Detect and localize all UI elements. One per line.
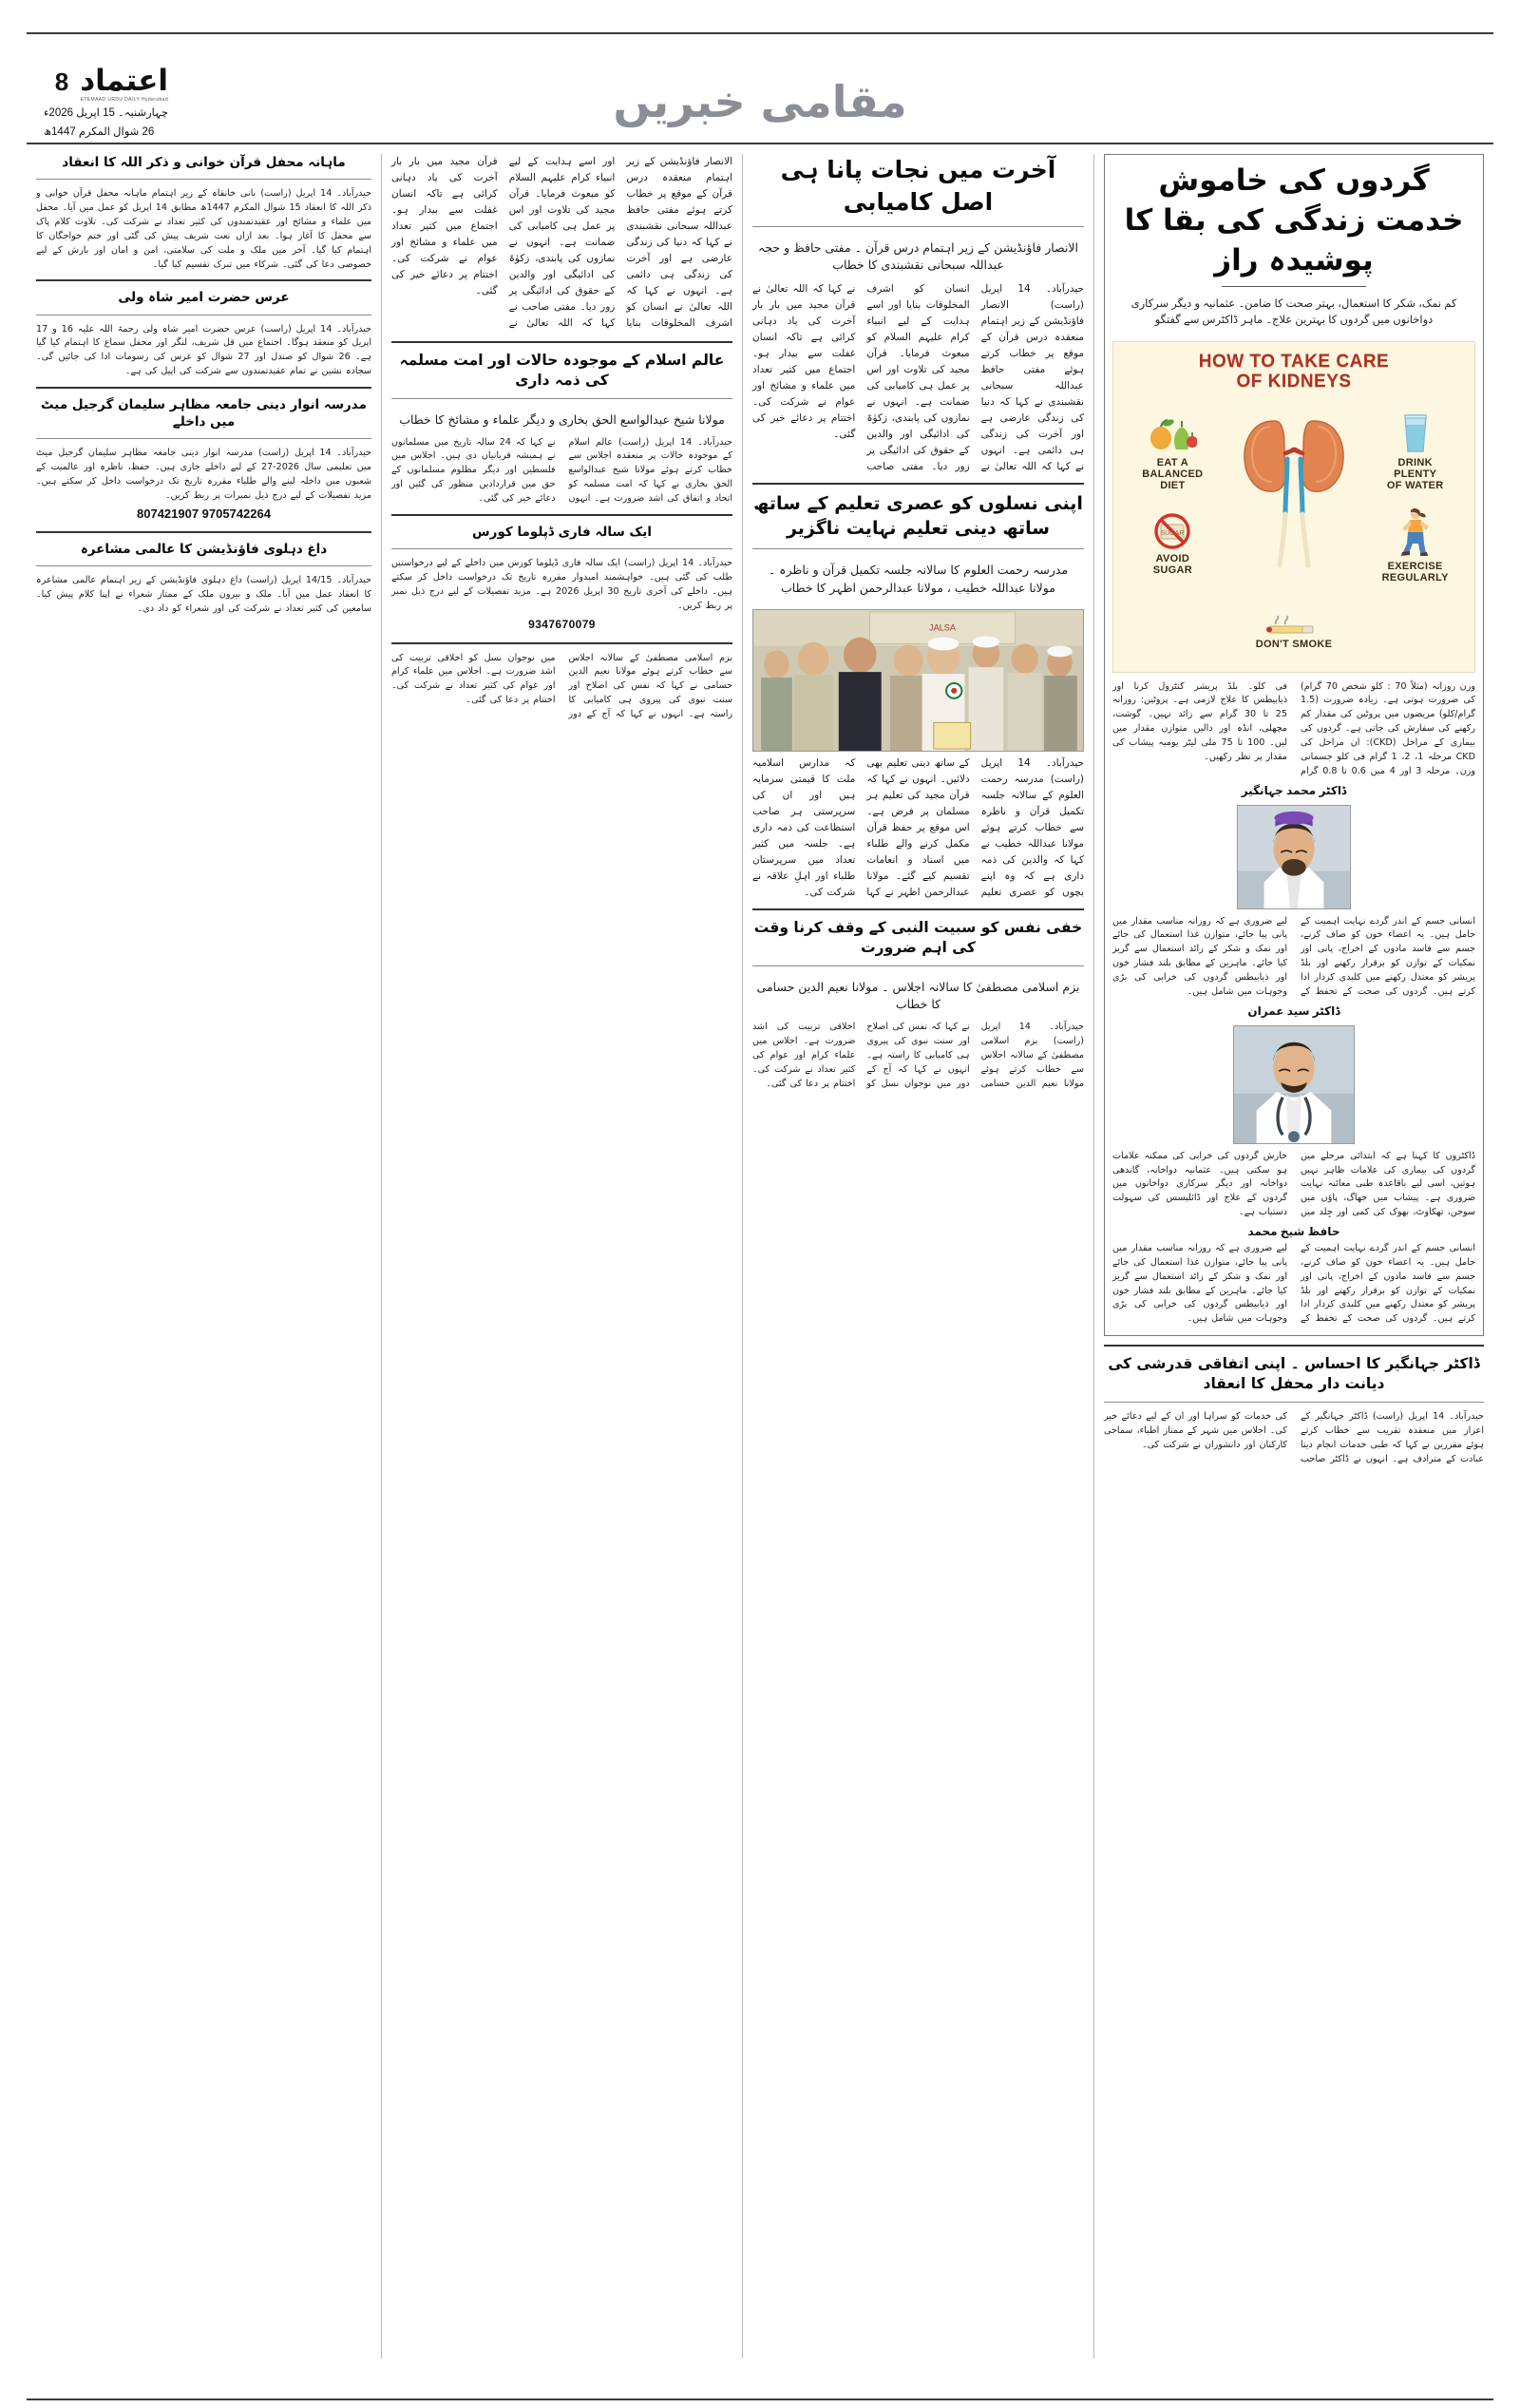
- brief-2-body: [36, 447, 371, 503]
- publication-logo: اعتماد: [80, 63, 169, 98]
- ilm-islam-dateline: حیدرآباد۔ 14 اپریل (راست): [618, 436, 732, 448]
- sal-fari-phone[interactable]: 9347670079: [528, 617, 596, 631]
- doctor-imran-body-text: ڈاکٹر جہانگیر کے اعزاز میں منعقدہ تقریب سے خطاب کرتے ہوئے مقررین نے کہا کہ طبی خدمات انجام دینا عبادت کے مترادف ہے۔ انہوں نے ڈاکٹر صاحب کی خدمات کو سراہا اور ان کے لیے دعائے خیر کی۔ اجلاس میں شہر کے ممتاز اطباء، سماجی کارکنان اور دانشوران نے شرکت کی۔: [1104, 1411, 1484, 1464]
- column-c-bottom-divider: [391, 642, 732, 644]
- masthead-top-rule: [27, 32, 1493, 34]
- akhirat-body-text: الانصار فاؤنڈیشن کے زیر اہتمام منعقدہ درس قرآن کے موقع پر خطاب کرتے ہوئے مفتی حافظ عبداللہ سبحانی نقشبندی نے کہا کہ دنیا کی زندگی عارضی ہے اور آخرت کی زندگی ہی دائمی ہے۔ انہوں نے کہا کہ اللہ تعالیٰ نے انسان کو اشرف المخلوقات بنایا اور اسے ہدایت کے لیے انبیاء کرام علیہم السلام کو مبعوث فرمایا۔ قرآن مجید کی تلاوت اور اس پر عمل ہی کامیابی کی ضمانت ہے۔ انہوں نے نمازوں کی پابندی، زکوٰۃ کی ادائیگی اور والدین کے حقوق کی ادائیگی پر زور دیا۔ مفتی صاحب نے کہا کہ اللہ تعالیٰ نے قرآن مجید میں بار بار آخرت کی یاد دہانی کرائی ہے تاکہ انسان غفلت سے بیدار ہو۔ اجتماع میں کثیر تعداد میں علماء و مشائخ اور عوام نے شرکت کی۔ اختتام پر دعائے خیر کی گئی۔: [752, 283, 1084, 472]
- svg-text:SUGAR: SUGAR: [1160, 529, 1185, 537]
- brief-2-phones[interactable]: 807421907 9705742264: [137, 506, 271, 521]
- nafs-body: [752, 1021, 1084, 1091]
- brief-0-body: [36, 187, 371, 272]
- deeni-taleem-body-text: مدرسہ رحمت العلوم کے سالانہ جلسہ تکمیل قرآن و ناظرہ سے خطاب کرتے ہوئے مولانا عبداللہ خطیب نے کہا کہ والدین کی ذمہ داری ہے کہ وہ اپنے بچوں کو عصری تعلیم کے ساتھ دینی تعلیم بھی دلائیں۔ انہوں نے کہا کہ قرآن مجید کی تعلیم ہر مسلمان پر فرض ہے۔ اس موقع پر حفظ قرآن مکمل کرنے والے طلباء میں اسناد و انعامات تقسیم کیے گئے۔ مولانا عبدالرحمن اظہر نے کہا کہ مدارس اسلامیہ ملت کا قیمتی سرمایہ ہیں اور ان کی سرپرستی ہر صاحب استطاعت کی ذمہ داری ہے۔ جلسہ میں کثیر تعداد میں سرپرستان طلباء اور اہلِ علاقہ نے شرکت کی۔: [752, 756, 1084, 898]
- infographic-label-drink-water: DRINK PLENTY OF WATER: [1386, 456, 1444, 492]
- brief-0-headline: ماہانہ محفل قرآن خوانی و ذکر اللہ کا انعقاد: [62, 155, 346, 170]
- brief-2-rule: [36, 438, 371, 439]
- infographic-no-smoking-block: [1256, 595, 1332, 659]
- akhirat-subhead: الانصار فاؤنڈیشن کے زیر اہتمام درس قرآن ۔ مفتی حافظ و حجہ عبداللہ سبحانی نقشبندی کا خطاب: [758, 239, 1078, 273]
- health-feature-ckd-note: گردوں کی بیماری کے مراحل (CKD): ان مراحل کی CKD مرحلہ 1، 2، 1 گرام فی کلو جسمانی وزن۔ مرحلہ 3 اور 4 میں 0.6 تا 0.8 گرام فی کلو۔ بلڈ پریشر کنٹرول کرنا اور ذیابیطس کا علاج لازمی ہے۔: [1112, 680, 1476, 776]
- brief-3-headline: داغ دہلوی فاؤنڈیشن کا عالمی مشاعرہ: [80, 541, 328, 557]
- infographic-left-column: [1363, 402, 1467, 594]
- brief-3-body-text: داغ دہلوی فاؤنڈیشن کے زیر اہتمام عالمی مشاعرہ کا انعقاد عمل میں آیا۔ ملک و بیرون ملک کے ممتاز شعراء نے اپنا کلام پیش کیا۔ سامعین کی کثیر تعداد نے شرکت کی اور شعراء کو داد دی۔: [36, 575, 371, 614]
- brief-1-body-text: عرس حضرت امیر شاہ ولی رحمۃ اللہ علیہ 16 و 17 اپریل کو منعقد ہوگا۔ اجتماع میں قل شریف، لنگر اور محفل سماع کا اہتمام کیا گیا ہے۔ 26 شوال کو صندل اور 27 شوال کو عرس کی رسومات ادا کی جائیں گی۔ سجادہ نشین نے تمام عقیدتمندوں سے شرکت کی اپیل کی ہے۔: [36, 323, 371, 377]
- deeni-taleem-top-divider: [752, 483, 1084, 485]
- health-feature-article: [1104, 154, 1484, 1336]
- column-health-feature: [1094, 154, 1493, 2359]
- ilm-islam-subhead: مولانا شیخ عبدالواسع الحق بخاری و دیگر علماء و مشائخ کا خطاب: [399, 411, 725, 427]
- health-feature-subhead: کم نمک، شکر کا استعمال، بہتر صحت کا ضامن۔ عثمانیہ و دیگر سرکاری دواخانوں میں گردوں کا بہترین علاج۔ ماہر ڈاکٹرس سے گفتگو: [1130, 297, 1457, 327]
- doctor-imran-headline: ڈاکٹر جہانگیر کا احساس ۔ اپنی اتفاقی قدرشی کی دیانت دار محفل کا انعقاد: [1108, 1355, 1480, 1393]
- doctor-portrait-2: [1233, 1025, 1355, 1144]
- health-feature-body-1: [1112, 915, 1475, 1000]
- sal-fari-rule: [391, 548, 732, 549]
- doctor-imran-divider: [1104, 1402, 1484, 1403]
- brief-2-headline: مدرسہ انوار دینی جامعہ مظاہر سلیمان گرجیل میٹ میں داخلے: [41, 397, 367, 430]
- health-feature-body-text-2: ڈاکٹروں کا کہنا ہے کہ ابتدائی مرحلے میں گردوں کی بیماری کی علامات ظاہر نہیں ہوتیں، اسی لیے باقاعدہ طبی معائنہ نہایت ضروری ہے۔ پیشاب میں جھاگ، پاؤں میں سوجن، تھکاوٹ، بھوک کی کمی اور جِلد میں خارش گردوں کی خرابی کی ممکنہ علامات ہو سکتی ہیں۔ عثمانیہ دواخانہ، گاندھی دواخانہ اور دیگر سرکاری دواخانوں میں گردوں کے علاج اور ڈائلیسس کی سہولت دستیاب ہے۔: [1112, 1150, 1475, 1218]
- deeni-taleem-divider: [752, 548, 1084, 549]
- brief-2-dateline: حیدرآباد۔ 14 اپریل (راست): [258, 448, 371, 459]
- column-religion-main: [743, 154, 1094, 2359]
- deeni-taleem-subhead: مدرسہ رحمت العلوم کا سالانہ جلسہ تکمیل قرآن و ناظرہ ۔ مولانا عبداللہ خطیب ، مولانا عبدالرحمن اظہر کا خطاب: [768, 563, 1069, 596]
- brief-3-dateline: حیدرآباد۔ 14/15 اپریل (راست): [246, 575, 371, 586]
- deeni-taleem-headline: اپنی نسلوں کو عصری تعلیم کے ساتھ ساتھ دینی تعلیم نہایت ناگزیر: [753, 493, 1083, 539]
- akhirat-dateline: حیدرآباد۔ 14 اپریل (راست): [980, 283, 1084, 311]
- health-feature-protein-note: پروٹین: روزانہ 25 تا 30 گرام سے زائد نہیں۔ گوشت، مچھلی، انڈہ اور دالیں متوازن مقدار میں لیں۔ 100 تا 75 ملی لیٹر یومیہ پیشاب کی مقدار پر نظر رکھیں۔: [1112, 695, 1287, 762]
- nafs-rule: [752, 965, 1084, 966]
- brief-3-rule: [36, 565, 371, 566]
- deeni-taleem-body: [752, 755, 1084, 901]
- brief-2-body-text: مدرسہ انوار دینی جامعہ مظاہر سلیمان گرجیل میٹ میں تعلیمی سال 2026-27 کے لیے داخلے جاری ہیں۔ حفظ، ناظرہ اور عالمیت کے شعبوں میں داخلہ لینے والے طلباء مقررہ تاریخ تک درخواست داخل کر سکتے ہیں۔ مزید تفصیلات کے لیے درج ذیل نمبرات پر ربط کریں۔: [36, 448, 371, 502]
- brief-0-body-text: بانی خانقاہ کے زیر اہتمام ماہانہ محفل قرآن خوانی و ذکر اللہ کا انعقاد 15 شوال المکرم 1447ھ مطابق 14 اپریل کو عمل میں آیا۔ محفل میں علماء و مشائخ اور عقیدتمندوں کی کثیر تعداد نے شرکت کی۔ تلاوت کلام پاک سے محفل کا آغاز ہوا۔ بعد ازاں نعت شریف پیش کی گئی اور ختم خواجگان کا اہتمام کیا گیا۔ آخر میں ملک و ملت کی سلامتی، امن و امان اور بارش کے لیے خصوصی دعا کی گئی۔ شرکاء میں تبرک تقسیم کیا گیا۔: [36, 188, 371, 270]
- sal-fari-divider: [391, 514, 732, 516]
- ilm-islam-divider: [391, 341, 732, 343]
- health-feature-body-2: [1112, 1150, 1475, 1220]
- nafs-subhead: بزم اسلامی مصطفیٰ کا سالانہ اجلاس ۔ مولانا نعیم الدین حسامی کا خطاب: [756, 979, 1080, 1012]
- jalsa-group-photo: [752, 609, 1084, 752]
- infographic-label-exercise: EXERCISE REGULARLY: [1381, 560, 1449, 583]
- infographic-grid: [1121, 402, 1467, 594]
- masthead: [27, 32, 1493, 144]
- akhirat-continuation-text: الانصار فاؤنڈیشن کے زیر اہتمام منعقدہ درس قرآن کے موقع پر خطاب کرتے ہوئے مفتی حافظ عبداللہ سبحانی نقشبندی نے کہا کہ دنیا کی زندگی عارضی ہے اور آخرت کی زندگی ہی دائمی ہے۔ انہوں نے کہا کہ اللہ تعالیٰ نے انسان کو اشرف المخلوقات بنایا اور اسے ہدایت کے لیے انبیاء کرام علیہم السلام کو مبعوث فرمایا۔ قرآن مجید کی تلاوت اور اس پر عمل ہی کامیابی کی ضمانت ہے۔ انہوں نے نمازوں کی پابندی، زکوٰۃ کی ادائیگی اور والدین کے حقوق کی ادائیگی پر زور دیا۔ مفتی صاحب نے کہا کہ اللہ تعالیٰ نے قرآن مجید میں بار بار آخرت کی یاد دہانی کرائی ہے تاکہ انسان غفلت سے بیدار ہو۔ اجتماع میں کثیر تعداد میں علماء و مشائخ اور عوام نے شرکت کی۔ اختتام پر دعائے خیر کی گئی۔: [391, 156, 732, 329]
- akhirat-body: [752, 281, 1084, 475]
- infographic-label-avoid-sugar: AVOID SUGAR: [1152, 552, 1192, 576]
- nafs-body-text: بزم اسلامی مصطفیٰ کے سالانہ اجلاس سے خطاب کرتے ہوئے مولانا نعیم الدین حسامی نے کہا کہ نفس کی اصلاح اور سنت نبوی کی پیروی ہی کامیابی کا راستہ ہے۔ انہوں نے کہا کہ آج کے دور میں نوجوان نسل کو اخلاقی تربیت کی اشد ضرورت ہے۔ اجلاس میں علماء کرام اور عوام کی کثیر تعداد نے شرکت کی۔ اختتام پر دعا کی گئی۔: [752, 1022, 1084, 1089]
- infographic-title: [1121, 352, 1467, 392]
- infographic-title-line-1: HOW TO TAKE CARE: [1198, 352, 1390, 373]
- issue-date-hijri: 26 شوال المکرم 1447ھ: [44, 125, 155, 138]
- nameplate-row: [44, 63, 169, 98]
- brief-1-divider: [36, 279, 371, 281]
- page-body-grid: [27, 154, 1493, 2359]
- fruit-vegetable-icon: [1148, 402, 1197, 453]
- doctor-portrait-1: [1237, 805, 1351, 909]
- infographic-label-dont-smoke: DON'T SMOKE: [1255, 639, 1333, 651]
- nameplate: [44, 63, 169, 142]
- health-feature-byline-2: ڈاکٹر سید عمران: [1247, 1003, 1340, 1018]
- brief-3-divider: [36, 531, 371, 533]
- newspaper-page: [0, 32, 1520, 2408]
- sal-fari-body-text: ایک سالہ فاری ڈپلوما کورس میں داخلے کے لیے درخواستیں طلب کی گئی ہیں۔ خواہشمند امیدوار مقررہ تاریخ تک درخواست داخل کر سکتے ہیں۔ داخلے کی آخری تاریخ 30 اپریل 2026 ہے۔ مزید تفصیلات کے لیے درج ذیل نمبر پر ربط کریں۔: [391, 558, 732, 611]
- health-feature-byline-1: ڈاکٹر محمد جہانگیر: [1241, 783, 1347, 797]
- svg-text:JALSA: JALSA: [929, 622, 957, 633]
- page-footer-rule: [27, 2398, 1493, 2400]
- brief-0-rule: [36, 179, 371, 180]
- sal-fari-body: [391, 557, 732, 613]
- water-glass-icon: [1401, 402, 1430, 453]
- runner-icon: [1395, 506, 1436, 557]
- ilm-islam-headline: عالم اسلام کے موجودہ حالات اور امت مسلمہ کی ذمہ داری: [399, 352, 725, 389]
- headline-divider: [1222, 286, 1367, 287]
- brief-1-headline: عرس حضرت امیر شاہ ولی: [118, 290, 290, 306]
- health-feature-byline-3: حافظ شیخ محمد: [1247, 1225, 1340, 1239]
- kidneys-icon: [1225, 402, 1364, 574]
- column-c-filler-body: [391, 652, 732, 722]
- brief-0-dateline: حیدرآباد۔ 14 اپریل (راست): [260, 188, 371, 200]
- publication-latin-name: ETEMAAD URDU DAILY Hyderabad: [80, 96, 169, 103]
- nafs-dateline: حیدرآباد۔ 14 اپریل (راست): [980, 1022, 1084, 1046]
- infographic-title-line-2: OF KIDNEYS: [1236, 372, 1352, 392]
- health-feature-headline: گردوں کی خاموش خدمت زندگی کی بقا کا پوشیدہ راز: [1124, 163, 1464, 277]
- health-feature-body-text-3: انسانی جسم کے اندر گردے نہایت اہمیت کے حامل ہیں۔ یہ اعضاء خون کو صاف کرنے، جسم سے فاسد مادوں کے اخراج، پانی اور نمکیات کے توازن کو برقرار رکھنے اور بلڈ پریشر کو معتدل رکھنے میں کلیدی کردار ادا کرتے ہیں۔ گردوں کی صحت کے تحفظ کے لیے ضروری ہے کہ روزانہ مناسب مقدار میں پانی پیا جائے، متوازن غذا استعمال کی جائے اور نمک و شکر کے زائد استعمال سے گریز کیا جائے۔ ماہرین کے مطابق بلند فشار خون اور ذیابیطس گردوں کی خرابی کی بڑی وجوہات میں شامل ہیں۔: [1112, 1243, 1475, 1325]
- akhirat-continuation: [391, 154, 732, 332]
- akhirat-divider: [752, 226, 1084, 227]
- kidney-care-infographic: [1112, 341, 1475, 672]
- brief-1-dateline: حیدرآباد۔ 14 اپریل (راست): [260, 323, 371, 334]
- doctor-imran-dateline: حیدرآباد۔ 14 اپریل (راست): [1372, 1411, 1484, 1423]
- brief-3-body: [36, 574, 371, 617]
- column-a-divider: [1104, 1345, 1484, 1347]
- sal-fari-headline: ایک سالہ فاری ڈپلوما کورس: [472, 524, 652, 540]
- nafs-divider: [752, 908, 1084, 910]
- no-smoking-icon: [1256, 595, 1332, 639]
- issue-date-gregorian: چہارشنبہ۔ 15 اپریل 2026ء: [44, 106, 169, 119]
- column-c-filler-text: بزم اسلامی مصطفیٰ کے سالانہ اجلاس سے خطاب کرتے ہوئے مولانا نعیم الدین حسامی نے کہا کہ نفس کی اصلاح اور سنت نبوی کی پیروی ہی کامیابی کا راستہ ہے۔ انہوں نے کہا کہ آج کے دور میں نوجوان نسل کو اخلاقی تربیت کی اشد ضرورت ہے۔ اجلاس میں علماء کرام اور عوام کی کثیر تعداد نے شرکت کی۔ اختتام پر دعا کی گئی۔: [391, 652, 732, 719]
- no-sugar-icon: [1150, 506, 1194, 549]
- health-feature-body-text-1: انسانی جسم کے اندر گردے نہایت اہمیت کے حامل ہیں۔ یہ اعضاء خون کو صاف کرنے، جسم سے فاسد مادوں کے اخراج، پانی اور نمکیات کے توازن کو برقرار رکھنے اور بلڈ پریشر کو معتدل رکھنے میں کلیدی کردار ادا کرتے ہیں۔ گردوں کی صحت کے تحفظ کے لیے ضروری ہے کہ روزانہ مناسب مقدار میں پانی پیا جائے، متوازن غذا استعمال کی جائے اور نمک و شکر کے زائد استعمال سے گریز کیا جائے۔ ماہرین کے مطابق بلند فشار خون اور ذیابیطس گردوں کی خرابی کی بڑی وجوہات میں شامل ہیں۔: [1112, 915, 1475, 997]
- ilm-islam-rule: [391, 398, 732, 399]
- infographic-right-column: [1121, 402, 1225, 586]
- akhirat-headline: آخرت میں نجات پانا ہی اصل کامیابی: [780, 156, 1056, 216]
- brief-1-body: [36, 323, 371, 379]
- brief-2-divider: [36, 387, 371, 389]
- health-feature-body-top: [1112, 680, 1475, 779]
- deeni-taleem-dateline: حیدرآباد۔ 14 اپریل (راست): [980, 756, 1084, 785]
- doctor-imran-body: [1104, 1410, 1484, 1466]
- infographic-label-balanced-diet: EAT A BALANCED DIET: [1142, 456, 1204, 492]
- nafs-headline: خفی نفس کو سبیت النبی کے وقف کرنا وقت کی اہم ضرورت: [753, 918, 1083, 956]
- health-feature-weight-note: وزن روزانہ (مثلاً 70 : کلو شخص 70 گرام) کی ضرورت ہوتی ہے۔ زیادہ ضرورت (1.5 گرام/کلو) مریضوں میں پروٹین کی مقدار کم رکھنے کی سفارش کی جاتی ہے۔: [1301, 680, 1475, 735]
- page-number: 8: [54, 67, 69, 96]
- ilm-islam-body-text: عالم اسلام کے موجودہ حالات پر منعقدہ اجلاس سے خطاب کرتے ہوئے مولانا شیخ عبدالواسع الحق بخاری نے کہا کہ امت مسلمہ کو اتحاد و اتفاق کی اشد ضرورت ہے۔ انہوں نے کہا کہ 24 سالہ تاریخ میں مسلمانوں نے ہمیشہ قربانیاں دی ہیں۔ اجلاس میں فلسطین اور دیگر مظلوم مسلمانوں کے حق میں قراردادیں منظور کی گئیں اور دعائے خیر کی گئی۔: [391, 436, 732, 505]
- health-feature-body-3: [1112, 1242, 1475, 1327]
- sal-fari-dateline: حیدرآباد۔ 14 اپریل (راست): [624, 558, 732, 569]
- ilm-islam-body: [391, 436, 732, 506]
- column-religion-secondary: [382, 154, 743, 2359]
- section-banner-title: مقامی خبریں: [613, 76, 907, 127]
- column-briefs: [27, 154, 382, 2359]
